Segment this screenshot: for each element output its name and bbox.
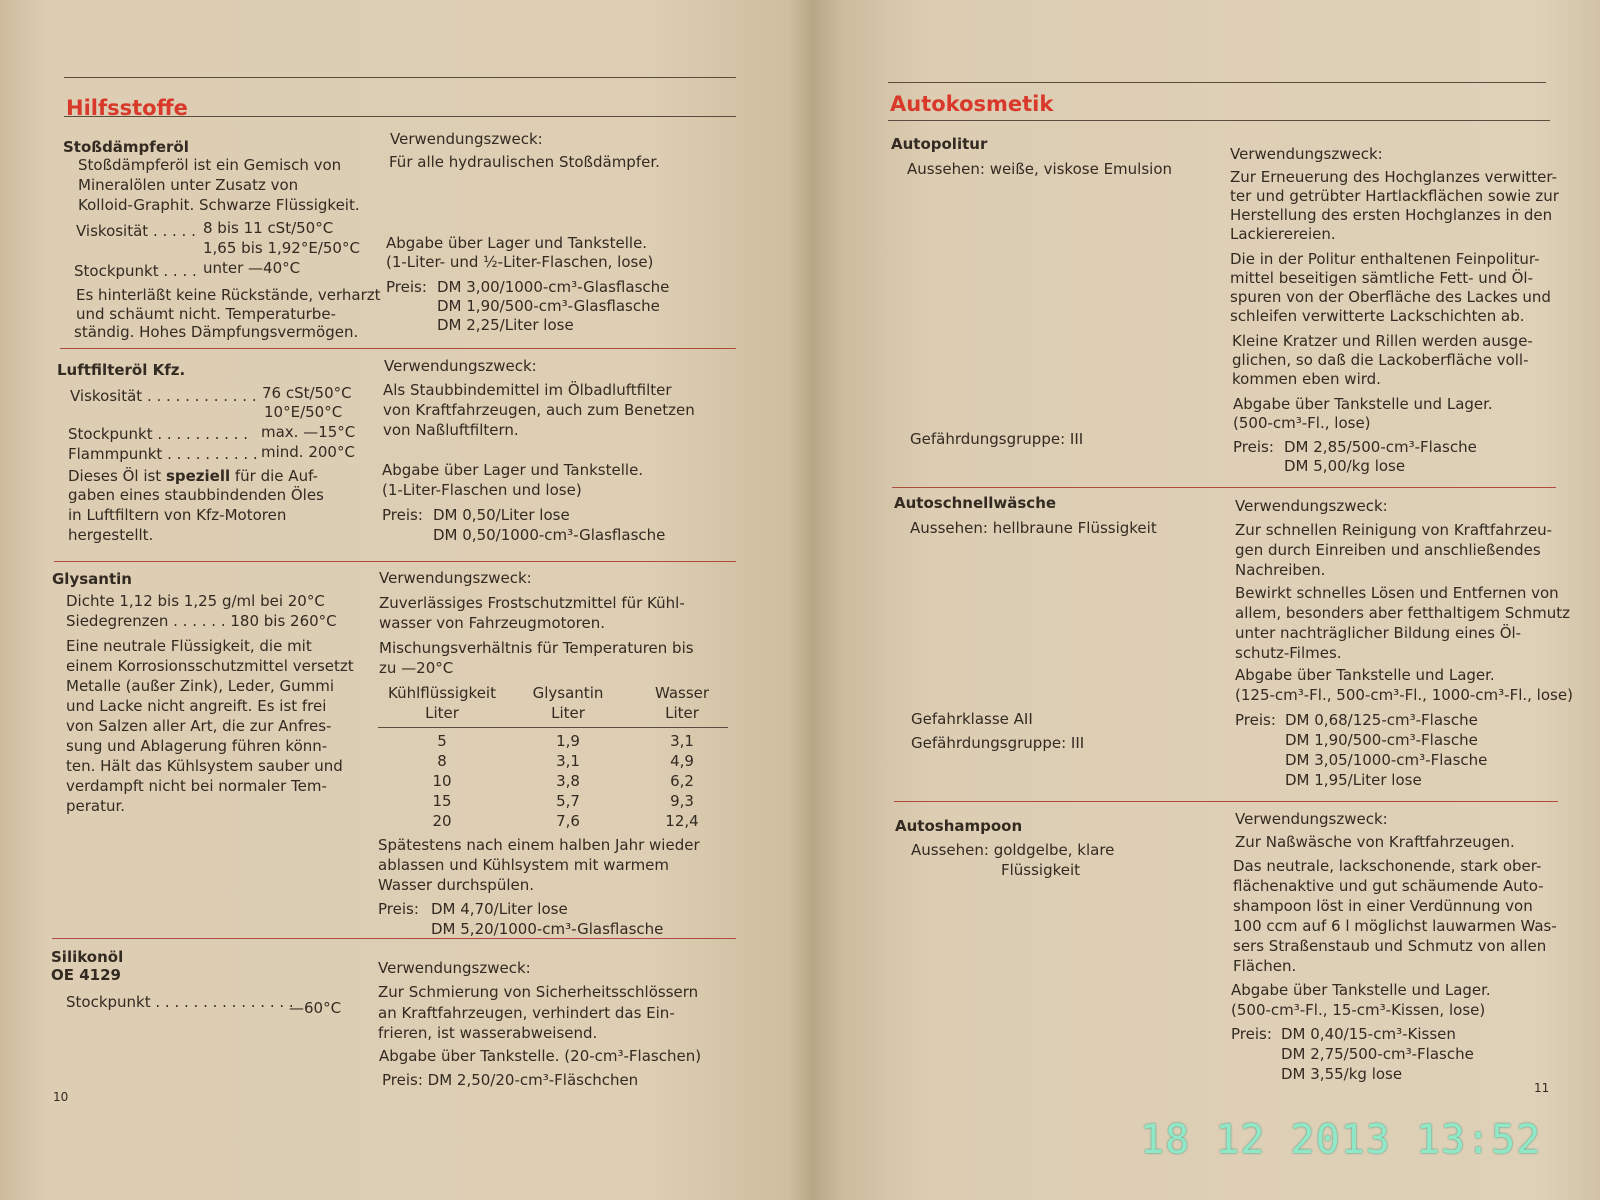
desc-line: einem Korrosionsschutzmittel versetzt (66, 657, 354, 675)
spec-value: 76 cSt/50°C (262, 384, 352, 402)
use-text: Als Staubbindemittel im Ölbadluftfilter (383, 381, 672, 399)
spec-label: Stockpunkt . . . . . . . . . . (68, 425, 248, 443)
use-label: Verwendungszweck: (1230, 145, 1383, 163)
supply-text: (125-cm³-Fl., 500-cm³-Fl., 1000-cm³-Fl., lose) (1235, 686, 1573, 704)
desc-post: für die Auf- (230, 467, 318, 485)
supply-text: (1-Liter- und ½-Liter-Flaschen, lose) (386, 253, 654, 271)
table-header: Glysantin (532, 684, 604, 702)
desc-line: Stoßdämpferöl ist ein Gemisch von (78, 156, 342, 174)
use-text: frieren, ist wasserabweisend. (378, 1024, 598, 1042)
spec-label: Flammpunkt . . . . . . . . . . (68, 445, 258, 463)
price-line: DM 4,70/Liter lose (431, 900, 568, 918)
product-name-stossdaempferoel: Stoßdämpferöl (63, 138, 189, 156)
desc-line: gaben eines staubbindenden Öles (68, 486, 324, 504)
table-cell: 3,8 (556, 772, 580, 790)
use-text: gen durch Einreiben und anschließendes (1235, 541, 1541, 559)
supply-text: Abgabe über Tankstelle und Lager. (1235, 666, 1495, 684)
price-label: Preis: (1231, 1025, 1272, 1043)
supply-text: (500-cm³-Fl., lose) (1233, 414, 1371, 432)
table-cell: 10 (432, 772, 452, 790)
use-text: Zur schnellen Reinigung von Kraftfahrzeu- (1235, 521, 1553, 539)
use-text: Das neutrale, lackschonende, stark ober- (1233, 857, 1542, 875)
use-label: Verwendungszweck: (1235, 810, 1388, 828)
spec-value: max. —15°C (261, 423, 356, 441)
use-text: kommen eben wird. (1232, 370, 1381, 388)
use-text: mittel beseitigen sämtliche Fett- und Öl- (1230, 269, 1533, 287)
price-line: DM 5,00/kg lose (1284, 457, 1406, 475)
table-cell: 5,7 (556, 792, 580, 810)
page-title-hilfsstoffe: Hilfsstoffe (66, 96, 188, 120)
price-label: Preis: (1233, 438, 1274, 456)
use-text: schutz-Filmes. (1235, 644, 1342, 662)
use-text: allem, besonders aber fetthaltigem Schmutz (1235, 604, 1570, 622)
after-text: ablassen und Kühlsystem mit warmem (378, 856, 670, 874)
after-text: Wasser durchspülen. (378, 876, 534, 894)
table-cell: 15 (432, 792, 452, 810)
use-text: von Kraftfahrzeugen, auch zum Benetzen (383, 401, 695, 419)
price-line: DM 1,90/500-cm³-Flasche (1285, 731, 1478, 749)
price-line: DM 0,40/15-cm³-Kissen (1281, 1025, 1456, 1043)
price-line: DM 2,25/Liter lose (437, 316, 574, 334)
section-divider (894, 801, 1558, 802)
use-text: wasser von Fahrzeugmotoren. (379, 614, 606, 632)
supply-text: (1-Liter-Flaschen und lose) (382, 481, 582, 499)
table-cell: 3,1 (670, 732, 694, 750)
use-text: an Kraftfahrzeugen, verhindert das Ein- (378, 1004, 675, 1022)
supply-text: Abgabe über Tankstelle und Lager. (1233, 395, 1493, 413)
price-line: DM 5,20/1000-cm³-Glasflasche (431, 920, 664, 938)
use-text: Nachreiben. (1235, 561, 1326, 579)
top-rule (888, 82, 1546, 83)
supply-text: Abgabe über Tankstelle. (20-cm³-Flaschen) (379, 1047, 702, 1065)
product-name-glysantin: Glysantin (52, 570, 132, 588)
desc-pre: Dieses Öl ist (68, 467, 166, 485)
use-text: ter und getrübter Hartlackflächen sowie zur (1230, 187, 1559, 205)
use-text: sers Straßenstaub und Schmutz von allen (1233, 937, 1547, 955)
use-text: spuren von der Oberfläche des Lackes und (1230, 288, 1551, 306)
price-line: DM 3,00/1000-cm³-Glasflasche (437, 278, 670, 296)
table-header: Kühlflüssigkeit (388, 684, 496, 702)
desc-line: Eine neutrale Flüssigkeit, die mit (66, 637, 312, 655)
hazard-class: Gefahrklasse AII (911, 710, 1033, 728)
use-text: Zur Schmierung von Sicherheitsschlössern (378, 983, 699, 1001)
photo-timestamp: 18 12 2013 13:52 (1140, 1117, 1542, 1163)
mix-text: zu —20°C (379, 659, 454, 677)
mix-text: Mischungsverhältnis für Temperaturen bis (379, 639, 694, 657)
look-text: Aussehen: goldgelbe, klare (911, 841, 1115, 859)
use-text: Kleine Kratzer und Rillen werden ausge- (1232, 332, 1533, 350)
supply-text: Abgabe über Tankstelle und Lager. (1231, 981, 1491, 999)
use-text: Die in der Politur enthaltenen Feinpolitur- (1230, 250, 1540, 268)
hazard-group: Gefährdungsgruppe: III (911, 734, 1085, 752)
use-text: unter nachträglicher Bildung eines Öl- (1235, 624, 1522, 642)
price-line: DM 1,95/Liter lose (1285, 771, 1422, 789)
spec-label: Viskosität . . . . . . . . . . . . (70, 387, 257, 405)
desc-line: in Luftfiltern von Kfz-Motoren (68, 506, 287, 524)
right-page (812, 0, 1600, 1200)
use-text: Zur Erneuerung des Hochglanzes verwitter- (1230, 168, 1557, 186)
price-line: DM 3,55/kg lose (1281, 1065, 1403, 1083)
table-cell: 6,2 (670, 772, 694, 790)
product-name-silikonoel: Silikonöl (51, 948, 124, 966)
spec-label: Viskosität . . . . . (76, 222, 196, 240)
spec-value: 1,65 bis 1,92°E/50°C (203, 239, 360, 257)
hazard-group: Gefährdungsgruppe: III (910, 430, 1084, 448)
table-header: Wasser (654, 684, 710, 702)
use-text: schleifen verwitterte Lackschichten ab. (1230, 307, 1525, 325)
table-cell: 20 (432, 812, 452, 830)
section-divider (60, 348, 736, 349)
price-line: Preis: DM 2,50/20-cm³-Fläschchen (382, 1071, 639, 1089)
table-cell: 9,3 (670, 792, 694, 810)
product-name-autoschnellwaesche: Autoschnellwäsche (894, 494, 1057, 512)
note-line: Es hinterläßt keine Rückstände, verharzt (76, 286, 381, 304)
use-text: Für alle hydraulischen Stoßdämpfer. (389, 153, 660, 171)
product-name-autopolitur: Autopolitur (891, 135, 988, 153)
use-text: Bewirkt schnelles Lösen und Entfernen von (1235, 584, 1559, 602)
spec-value: mind. 200°C (261, 443, 355, 461)
desc-bold: speziell (165, 467, 231, 485)
spec-label: Stockpunkt . . . . . . . . . . . . . . . (66, 993, 294, 1011)
use-text: Zur Naßwäsche von Kraftfahrzeugen. (1235, 833, 1515, 851)
table-cell: 5 (437, 732, 447, 750)
desc-line: peratur. (66, 797, 126, 815)
table-header-unit: Liter (665, 704, 699, 722)
use-label: Verwendungszweck: (378, 959, 531, 977)
product-code: OE 4129 (51, 966, 121, 984)
section-divider (54, 561, 736, 562)
spec-value: —60°C (289, 999, 342, 1017)
supply-text: Abgabe über Lager und Tankstelle. (382, 461, 644, 479)
use-text: von Naßluftfiltern. (383, 421, 519, 439)
use-label: Verwendungszweck: (1235, 497, 1388, 515)
price-line: DM 2,75/500-cm³-Flasche (1281, 1045, 1474, 1063)
use-text: Herstellung des ersten Hochglanzes in den (1230, 206, 1553, 224)
price-label: Preis: (386, 278, 427, 296)
product-name-autoshampoon: Autoshampoon (895, 817, 1023, 835)
desc-line: hergestellt. (68, 526, 154, 544)
table-cell: 1,9 (556, 732, 580, 750)
desc-line: verdampft nicht bei normaler Tem- (66, 777, 327, 795)
table-cell: 8 (437, 752, 447, 770)
supply-text: Abgabe über Lager und Tankstelle. (386, 234, 648, 252)
page-number-left: 10 (53, 1090, 69, 1104)
use-label: Verwendungszweck: (379, 569, 532, 587)
look-text: Aussehen: weiße, viskose Emulsion (907, 160, 1172, 178)
price-label: Preis: (1235, 711, 1276, 729)
price-line: DM 0,50/1000-cm³-Glasflasche (433, 526, 666, 544)
use-text: Flächen. (1233, 957, 1297, 975)
desc-line: sung und Ablagerung führen könn- (66, 737, 328, 755)
title-rule (64, 116, 736, 117)
price-label: Preis: (378, 900, 419, 918)
table-header-unit: Liter (551, 704, 585, 722)
table-header-unit: Liter (425, 704, 459, 722)
section-divider (892, 487, 1556, 488)
use-text: glichen, so daß die Lackoberfläche voll- (1232, 351, 1529, 369)
use-text: shampoon löst in einer Verdünnung von (1233, 897, 1533, 915)
note-line: ständig. Hohes Dämpfungsvermögen. (74, 323, 359, 341)
price-line: DM 0,50/Liter lose (433, 506, 570, 524)
look-text: Aussehen: hellbraune Flüssigkeit (910, 519, 1157, 537)
table-cell: 7,6 (556, 812, 580, 830)
price-line: DM 2,85/500-cm³-Flasche (1284, 438, 1477, 456)
desc-line: ten. Hält das Kühlsystem sauber und (66, 757, 343, 775)
spec-label: Stockpunkt . . . . (74, 262, 197, 280)
table-header-rule (378, 727, 728, 728)
desc-line: Kolloid-Graphit. Schwarze Flüssigkeit. (78, 196, 360, 214)
desc-line: und Lacke nicht angreift. Es ist frei (66, 697, 327, 715)
use-text: 100 ccm auf 6 l möglichst lauwarmen Was- (1233, 917, 1557, 935)
price-line: DM 0,68/125-cm³-Flasche (1285, 711, 1478, 729)
supply-text: (500-cm³-Fl., 15-cm³-Kissen, lose) (1231, 1001, 1486, 1019)
price-line: DM 1,90/500-cm³-Glasflasche (437, 297, 660, 315)
look-text: Flüssigkeit (1001, 861, 1081, 879)
desc-line: von Salzen aller Art, die zur Anfres- (66, 717, 332, 735)
desc-line: Mineralölen unter Zusatz von (78, 176, 299, 194)
price-label: Preis: (382, 506, 423, 524)
spec-value: unter —40°C (203, 259, 301, 277)
section-divider (52, 938, 736, 939)
use-label: Verwendungszweck: (390, 130, 543, 148)
title-rule (888, 120, 1550, 121)
top-rule (64, 77, 736, 78)
desc-line (68, 467, 318, 487)
table-cell: 12,4 (665, 812, 699, 830)
page-number-right: 11 (1534, 1081, 1550, 1095)
use-text: Lackierereien. (1230, 225, 1336, 243)
spec-value: 8 bis 11 cSt/50°C (203, 219, 334, 237)
desc-line: Metalle (außer Zink), Leder, Gummi (66, 677, 335, 695)
after-text: Spätestens nach einem halben Jahr wieder (378, 836, 700, 854)
spec-line: Siedegrenzen . . . . . . 180 bis 260°C (66, 612, 337, 630)
table-cell: 4,9 (670, 752, 694, 770)
use-text: flächenaktive und gut schäumende Auto- (1233, 877, 1544, 895)
price-line: DM 3,05/1000-cm³-Flasche (1285, 751, 1488, 769)
product-name-luftfilteroel: Luftfilteröl Kfz. (57, 361, 186, 379)
use-text: Zuverlässiges Frostschutzmittel für Kühl- (379, 594, 685, 612)
spec-line: Dichte 1,12 bis 1,25 g/ml bei 20°C (66, 592, 325, 610)
page-title-autokosmetik: Autokosmetik (890, 92, 1054, 116)
note-line: und schäumt nicht. Temperaturbe- (76, 305, 336, 323)
use-label: Verwendungszweck: (384, 357, 537, 375)
spec-value: 10°E/50°C (264, 403, 343, 421)
table-cell: 3,1 (556, 752, 580, 770)
